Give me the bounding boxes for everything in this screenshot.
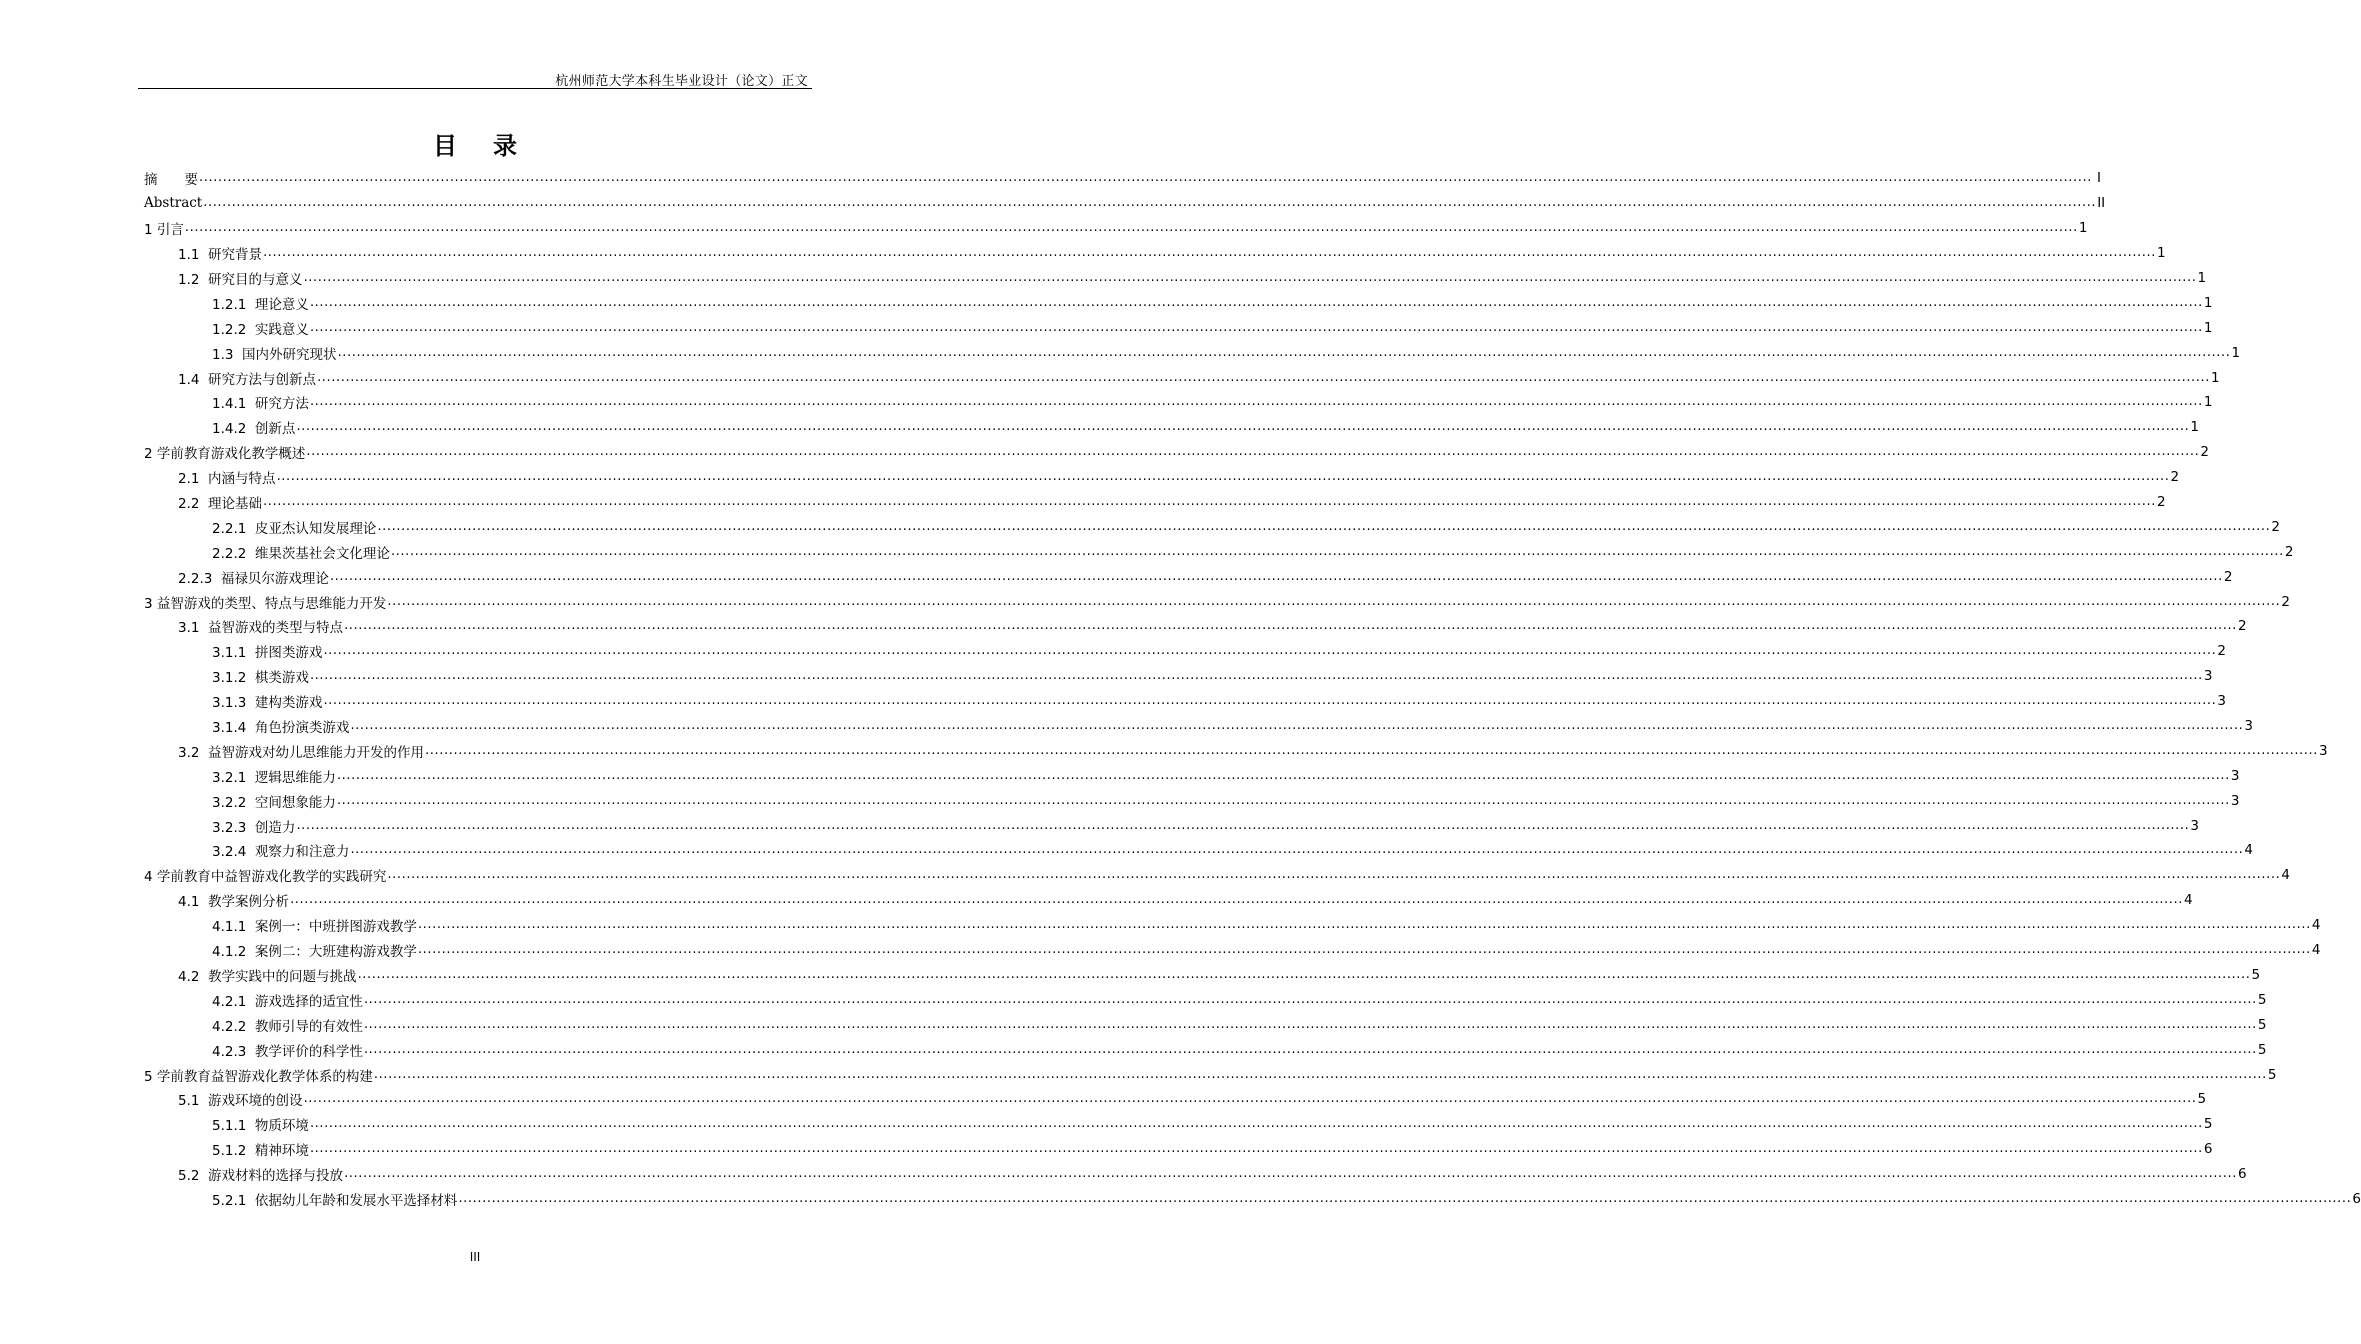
toc-entry[interactable] [144,290,2213,315]
dot-leader: ................................................................................................................................................................................................................................................................................................................................................................................................................ [303,1091,2197,1107]
toc-entry-page: 4 [2311,942,2321,959]
toc-entry-page: 2 [2281,593,2290,610]
toc-entry-label: 2.2.1 皮亚杰认知发展理论 [212,520,377,537]
toc-entry[interactable] [144,1187,2361,1212]
dot-leader: ................................................................................................................................................................................................................................................................................................................................................................................................................ [350,842,2244,858]
toc-entry-page: 5 [2257,1016,2267,1033]
toc-entry[interactable] [144,614,2247,639]
toc-entry[interactable] [144,664,2213,689]
toc-entry-page: I [2096,170,2101,187]
toc-entry-label: 1.2 研究目的与意义 [178,272,303,288]
toc-entry-label: 3.1 益智游戏的类型与特点 [178,620,344,637]
toc-entry-page: 4 [2244,842,2253,859]
dot-leader: ................................................................................................................................................................................................................................................................................................................................................................................................................ [263,494,2156,510]
toc-entry[interactable] [144,639,2226,664]
header-title: 杭州师范大学本科生毕业设计（论文）正文 [555,74,808,89]
page-number: III [469,1250,481,1264]
toc-entry-page: 4 [2311,917,2321,934]
dot-leader: ................................................................................................................................................................................................................................................................................................................................................................................................................ [309,1141,2203,1157]
toc-entry-page: 6 [2203,1141,2213,1158]
toc-entry-page: 1 [2211,369,2220,386]
toc-entry-label: 4.2.1 游戏选择的适宜性 [212,993,363,1010]
dot-leader: ................................................................................................................................................................................................................................................................................................................................................................................................................ [344,1166,2237,1182]
toc-entry-page: 3 [2230,767,2240,784]
toc-entry-label: 3.2.1 逻辑思维能力 [212,769,336,786]
toc-entry[interactable] [144,216,2088,241]
toc-entry-page: 1 [2157,245,2166,262]
toc-entry-label: 3.1.4 角色扮演类游戏 [212,720,350,737]
toc-entry-label: 3.1.2 棋类游戏 [212,670,309,687]
toc-entry[interactable] [144,1012,2267,1037]
toc-entry-label: 1.3 国内外研究现状 [212,346,337,363]
toc-entry-label: 4.1.1 案例一：中班拼图游戏教学 [212,919,417,936]
dot-leader: ................................................................................................................................................................................................................................................................................................................................................................................................................ [350,718,2244,734]
toc-entry-page: 3 [2319,742,2328,759]
toc-entry[interactable] [144,938,2321,963]
toc-entry-label: 4.2 教学实践中的问题与挑战 [178,968,357,985]
toc-entry-page: 2 [2223,568,2233,585]
toc-entry[interactable] [144,315,2213,340]
dot-leader: ................................................................................................................................................................................................................................................................................................................................................................................................................ [323,693,2217,709]
toc-entry-label: 4.1 教学案例分析 [178,894,290,911]
toc-entry-page: 3 [2203,668,2213,685]
toc-entry[interactable] [144,888,2193,913]
toc-entry-label: 5.1 游戏环境的创设 [178,1093,303,1110]
dot-leader: ................................................................................................................................................................................................................................................................................................................................................................................................................ [323,643,2217,659]
toc-entry[interactable] [144,365,2220,390]
table-of-contents [144,166,2361,1211]
toc-entry-label: 5.1.1 物质环境 [212,1118,309,1135]
toc-entry-page: 3 [2217,693,2226,710]
dot-leader: ................................................................................................................................................................................................................................................................................................................................................................................................................ [263,245,2156,261]
dot-leader: ................................................................................................................................................................................................................................................................................................................................................................................................................ [363,991,2257,1007]
toc-entry[interactable] [144,987,2267,1012]
toc-entry-page: 3 [2190,817,2199,834]
dot-leader: ................................................................................................................................................................................................................................................................................................................................................................................................................ [344,618,2237,634]
dot-leader: ................................................................................................................................................................................................................................................................................................................................................................................................................ [296,817,2190,833]
toc-entry[interactable] [144,564,2233,589]
toc-entry-page: 1 [2231,344,2241,361]
toc-entry-label: 4 学前教育中益智游戏化教学的实践研究 [144,869,387,886]
dot-leader: ................................................................................................................................................................................................................................................................................................................................................................................................................ [363,1016,2257,1032]
toc-entry-label: 4.2.3 教学评价的科学性 [212,1043,363,1060]
dot-leader: ................................................................................................................................................................................................................................................................................................................................................................................................................ [377,518,2271,534]
dot-leader: ................................................................................................................................................................................................................................................................................................................................................................................................................ [357,966,2251,982]
toc-entry[interactable] [144,514,2280,539]
toc-entry[interactable] [144,1112,2213,1137]
toc-entry-page: 1 [2197,270,2207,286]
toc-entry[interactable] [144,838,2253,863]
dot-leader: ................................................................................................................................................................................................................................................................................................................................................................................................................ [309,394,2203,410]
toc-entry[interactable] [144,913,2321,938]
toc-entry-page: 3 [2244,718,2253,735]
toc-entry[interactable] [144,1062,2277,1087]
dot-leader: ................................................................................................................................................................................................................................................................................................................................................................................................................ [363,1041,2257,1057]
dot-leader: ................................................................................................................................................................................................................................................................................................................................................................................................................ [290,892,2183,908]
toc-entry-page: 6 [2238,1166,2247,1183]
toc-entry[interactable] [144,863,2290,888]
toc-entry[interactable] [144,465,2180,490]
toc-entry-page: 1 [2203,294,2213,311]
dot-leader: ................................................................................................................................................................................................................................................................................................................................................................................................................ [306,444,2200,460]
toc-entry-label: 3.2.4 观察力和注意力 [212,844,350,861]
dot-leader: ................................................................................................................................................................................................................................................................................................................................................................................................................ [387,867,2281,883]
toc-entry[interactable] [144,241,2166,266]
toc-entry[interactable] [144,415,2199,440]
toc-entry-page: II [2097,195,2106,212]
toc-entry[interactable] [144,763,2240,788]
toc-entry-label: 5 学前教育益智游戏化教学体系的构建 [144,1068,373,1085]
toc-entry[interactable] [144,1137,2213,1162]
toc-entry-page: 2 [2284,543,2294,560]
toc-entry[interactable] [144,340,2241,365]
dot-leader: ................................................................................................................................................................................................................................................................................................................................................................................................................ [336,767,2230,783]
toc-entry-label: 3.1.1 拼图类游戏 [212,645,323,662]
dot-leader: ................................................................................................................................................................................................................................................................................................................................................................................................................ [199,170,2092,186]
toc-entry-page: 5 [2257,1041,2267,1058]
toc-entry-page: 5 [2203,1116,2213,1133]
toc-entry-label: 1.4 研究方法与创新点 [178,371,317,388]
toc-entry[interactable] [144,738,2328,763]
toc-entry-page: 1 [2078,220,2088,237]
dot-leader: ................................................................................................................................................................................................................................................................................................................................................................................................................ [417,917,2311,933]
toc-entry-page: 2 [2170,469,2180,486]
dot-leader: ................................................................................................................................................................................................................................................................................................................................................................................................................ [303,270,2197,285]
dot-leader: ................................................................................................................................................................................................................................................................................................................................................................................................................ [417,942,2311,958]
toc-entry-label: 1.4.1 研究方法 [212,396,309,413]
dot-leader: ................................................................................................................................................................................................................................................................................................................................................................................................................ [309,294,2203,310]
toc-entry-label: 3.1.3 建构类游戏 [212,695,323,712]
toc-entry-page: 6 [2352,1190,2361,1207]
toc-entry-label: 2.2.3 福禄贝尔游戏理论 [178,570,329,587]
toc-title: 目录 [433,132,553,160]
toc-entry[interactable] [144,1037,2267,1062]
dot-leader: ................................................................................................................................................................................................................................................................................................................................................................................................................ [337,344,2231,360]
dot-leader: ................................................................................................................................................................................................................................................................................................................................................................................................................ [373,1066,2267,1082]
dot-leader: ................................................................................................................................................................................................................................................................................................................................................................................................................ [276,469,2170,485]
toc-entry[interactable] [144,963,2261,988]
toc-entry[interactable] [144,266,2207,291]
dot-leader: ................................................................................................................................................................................................................................................................................................................................................................................................................ [317,369,2210,385]
toc-entry-label: 3.2.2 空间想象能力 [212,794,336,811]
toc-entry-page: 2 [2200,444,2209,461]
toc-entry-label: 4.2.2 教师引导的有效性 [212,1018,363,1035]
toc-entry[interactable] [144,490,2166,515]
toc-entry-label: 1.4.2 创新点 [212,421,296,438]
toc-entry-page: 5 [2267,1066,2277,1083]
toc-entry[interactable] [144,166,2101,191]
toc-entry-label: 5.2.1 依据幼儿年龄和发展水平选择材料 [212,1192,458,1209]
toc-entry-label: 2 学前教育游戏化教学概述 [144,446,306,463]
dot-leader: ................................................................................................................................................................................................................................................................................................................................................................................................................ [390,543,2284,559]
toc-entry[interactable] [144,689,2226,714]
toc-entry-label: 5.1.2 精神环境 [212,1143,309,1160]
toc-entry-page: 2 [2238,618,2247,635]
toc-entry-label: 4.1.2 案例二：大班建构游戏教学 [212,944,417,961]
toc-entry[interactable] [144,440,2209,465]
toc-entry[interactable] [144,539,2294,564]
dot-leader: ................................................................................................................................................................................................................................................................................................................................................................................................................ [184,220,2078,236]
toc-entry-label: 2.2.2 维果茨基社会文化理论 [212,545,390,562]
toc-entry-page: 2 [2271,518,2280,535]
page-header [138,70,812,89]
toc-entry[interactable] [144,191,2106,216]
dot-leader: ................................................................................................................................................................................................................................................................................................................................................................................................................ [309,1116,2203,1132]
toc-entry[interactable] [144,788,2240,813]
toc-entry-label: 1.2.1 理论意义 [212,296,309,313]
toc-entry-page: 2 [2217,643,2226,660]
toc-entry-page: 2 [2157,494,2166,511]
toc-entry-label: 2.2 理论基础 [178,496,263,513]
toc-entry-label: 1.2.2 实践意义 [212,321,309,338]
toc-entry-page: 3 [2230,792,2240,809]
dot-leader: ................................................................................................................................................................................................................................................................................................................................................................................................................ [425,742,2318,758]
toc-entry-label: 1 引言 [144,222,184,239]
dot-leader: ................................................................................................................................................................................................................................................................................................................................................................................................................ [387,593,2281,609]
dot-leader: ................................................................................................................................................................................................................................................................................................................................................................................................................ [336,792,2230,808]
toc-entry-label: 5.2 游戏材料的选择与投放 [178,1168,344,1185]
toc-entry[interactable] [144,813,2199,838]
dot-leader: ................................................................................................................................................................................................................................................................................................................................................................................................................ [296,419,2190,435]
toc-entry-label: 摘 要 [144,172,198,189]
toc-entry[interactable] [144,1162,2247,1187]
toc-entry[interactable] [144,1087,2207,1112]
toc-entry[interactable] [144,390,2213,415]
toc-entry-label: Abstract [144,195,203,212]
toc-entry-page: 1 [2203,394,2213,411]
toc-entry-page: 5 [2197,1091,2207,1108]
toc-entry[interactable] [144,714,2253,739]
toc-entry-page: 5 [2251,966,2261,983]
toc-entry-page: 5 [2257,991,2267,1008]
toc-entry-page: 4 [2281,867,2290,884]
dot-leader: ................................................................................................................................................................................................................................................................................................................................................................................................................ [203,195,2097,211]
toc-entry-label: 3 益智游戏的类型、特点与思维能力开发 [144,595,387,612]
toc-entry[interactable] [144,589,2290,614]
toc-entry-label: 3.2 益智游戏对幼儿思维能力开发的作用 [178,744,425,761]
toc-entry-page: 4 [2184,892,2193,909]
dot-leader: ................................................................................................................................................................................................................................................................................................................................................................................................................ [329,568,2223,584]
toc-entry-label: 2.1 内涵与特点 [178,471,276,488]
toc-entry-label: 3.2.3 创造力 [212,819,296,836]
dot-leader: ................................................................................................................................................................................................................................................................................................................................................................................................................ [309,319,2203,335]
dot-leader: ................................................................................................................................................................................................................................................................................................................................................................................................................ [309,668,2203,684]
toc-entry-page: 1 [2190,419,2199,436]
toc-entry-page: 1 [2203,319,2213,336]
dot-leader: ................................................................................................................................................................................................................................................................................................................................................................................................................ [458,1190,2352,1206]
toc-entry-label: 1.1 研究背景 [178,247,263,264]
